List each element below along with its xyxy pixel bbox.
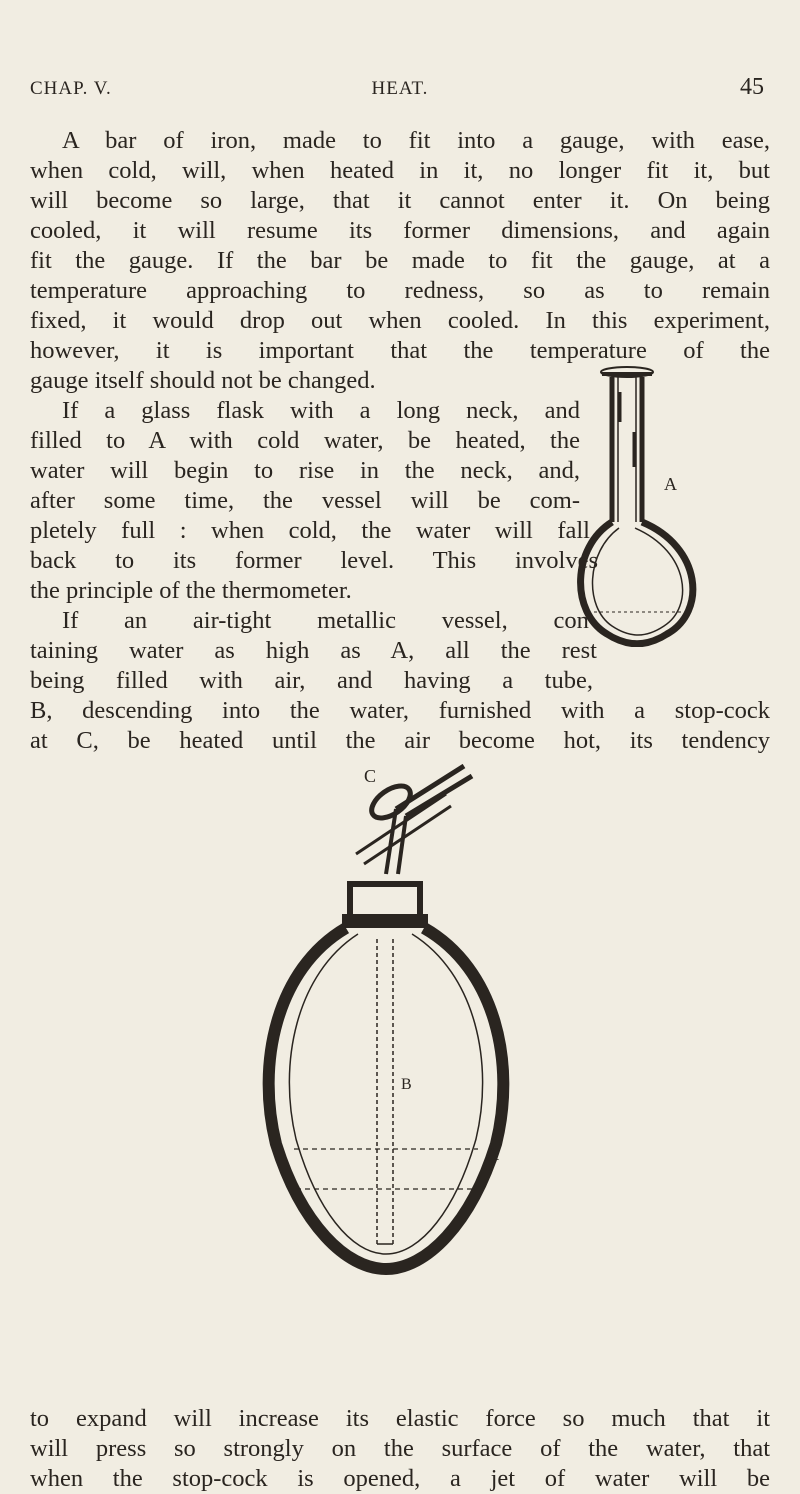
flask-figure: [572, 362, 782, 647]
text-line: B, descending into the water, furnished with a stop-cock: [30, 697, 770, 724]
text-line: cooled, it will resume its former dimensions, and again: [30, 217, 770, 244]
text-line: fixed, it would drop out when cooled. In this experiment,: [30, 307, 770, 334]
text-line: when cold, will, when heated in it, no longer fit it, but: [30, 157, 770, 184]
text-line: pletely full : when cold, the water will fall: [30, 517, 590, 544]
text-line: however, it is important that the temperature of the: [30, 337, 770, 364]
text-line: the principle of the thermometer.: [30, 577, 352, 604]
text-line: will become so large, that it cannot enter it. On being: [30, 187, 770, 214]
text-line: filled to A with cold water, be heated, the: [30, 427, 580, 454]
flask-label-a: A: [664, 474, 677, 494]
text-line: taining water as high as A, all the rest: [30, 637, 597, 664]
text-line: when the stop-cock is opened, a jet of water will be: [30, 1465, 770, 1492]
page-title: HEAT.: [371, 78, 429, 99]
text-line: temperature approaching to redness, so as to remain: [30, 277, 770, 304]
text-line: after some time, the vessel will be com-: [30, 487, 580, 514]
vessel-label-a: A: [486, 1144, 499, 1164]
running-header: [30, 74, 770, 108]
text-line: fit the gauge. If the bar be made to fit the gauge, at a: [30, 247, 770, 274]
vessel-figure: [246, 764, 536, 1404]
text-line: will press so strongly on the surface of the water, that: [30, 1435, 770, 1462]
vessel-label-b: B: [401, 1076, 412, 1093]
text-line: to expand will increase its elastic force so much that it: [30, 1405, 770, 1432]
text-line: gauge itself should not be changed.: [30, 367, 376, 394]
vessel-label-c: C: [364, 766, 377, 786]
text-line: back to its former level. This involves: [30, 547, 598, 574]
text-line: If a glass flask with a long neck, and: [62, 397, 580, 424]
text-line: A bar of iron, made to fit into a gauge, with ease,: [62, 127, 770, 154]
text-line: at C, be heated until the air become hot, its tendency: [30, 727, 770, 754]
page-number: 45: [740, 74, 764, 100]
text-line: water will begin to rise in the neck, and,: [30, 457, 580, 484]
text-line: If an air-tight metallic vessel, con-: [62, 607, 597, 634]
text-line: being filled with air, and having a tube,: [30, 667, 593, 694]
chapter-label: CHAP. V.: [30, 78, 112, 99]
